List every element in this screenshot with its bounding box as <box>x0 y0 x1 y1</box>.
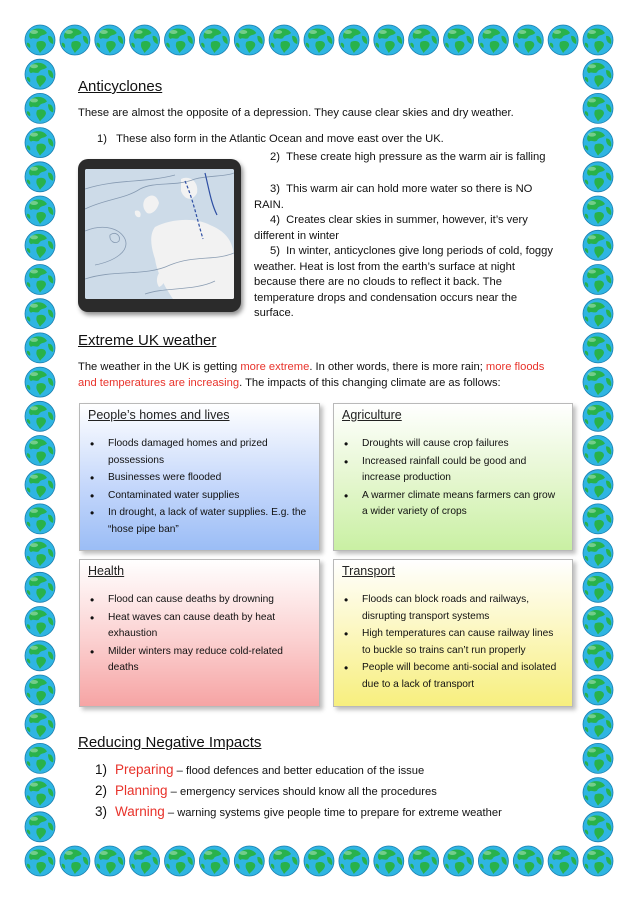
reducing-step-1: 1) Preparing – flood defences and better education of the issue <box>95 762 425 777</box>
reducing-heading: Reducing Negative Impacts <box>78 734 262 751</box>
globe-icon <box>583 367 613 397</box>
globe-icon <box>25 743 55 773</box>
list-item: • Contaminated water supplies <box>88 488 307 505</box>
anticyclone-point-5: 5) In winter, anticyclones give long periods of cold, foggy weather. Heat is lost from the earth’s surface at night because there are no clouds to reflect it back. The temperature drops and condensation occurs near the surface. <box>254 245 553 319</box>
people-homes-box <box>79 403 320 551</box>
reducing-steps-list <box>95 760 502 823</box>
anticyclones-intro: These are almost the opposite of a depression. They cause clear skies and dry weather. <box>78 107 514 119</box>
globe-icon <box>165 846 195 876</box>
globe-icon <box>339 25 369 55</box>
list-item: • Flood can cause deaths by drowning <box>88 592 307 609</box>
globe-icon <box>444 846 474 876</box>
agriculture-title: Agriculture <box>342 408 402 422</box>
globe-icon <box>409 25 439 55</box>
weather-map-image <box>85 169 234 299</box>
globe-icon <box>583 25 613 55</box>
globe-icon <box>25 470 55 500</box>
globe-icon <box>478 846 508 876</box>
globe-icon <box>25 230 55 260</box>
globe-icon <box>583 59 613 89</box>
globe-icon <box>583 572 613 602</box>
globe-icon <box>583 162 613 192</box>
globe-icon <box>25 401 55 431</box>
globe-icon <box>583 128 613 158</box>
agriculture-box <box>333 403 573 551</box>
extreme-intro: The weather in the UK is getting more extreme. In other words, there is more rain; more floods and temperatures are increasing. The impacts of this changing climate are as follows: <box>78 361 545 389</box>
globe-icon <box>25 59 55 89</box>
globe-icon <box>25 162 55 192</box>
globe-icon <box>513 25 543 55</box>
globe-icon <box>95 25 125 55</box>
globe-icon <box>165 25 195 55</box>
globe-icon <box>304 25 334 55</box>
globe-icon <box>25 367 55 397</box>
globe-icon <box>25 709 55 739</box>
globe-icon <box>25 25 55 55</box>
globe-icon <box>513 846 543 876</box>
globe-icon <box>130 25 160 55</box>
health-title: Health <box>88 564 125 578</box>
globe-icon <box>25 504 55 534</box>
globe-icon <box>339 846 369 876</box>
globe-icon <box>548 25 578 55</box>
globe-icon <box>583 538 613 568</box>
globe-icon <box>374 25 404 55</box>
globe-icon <box>583 401 613 431</box>
globe-icon <box>25 265 55 295</box>
globe-icon <box>583 709 613 739</box>
globe-icon <box>25 641 55 671</box>
list-item: • In drought, a lack of water supplies. E.g. the “hose pipe ban” <box>88 505 307 538</box>
globe-icon <box>25 436 55 466</box>
globe-icon <box>199 25 229 55</box>
globe-icon <box>304 846 334 876</box>
globe-icon <box>583 196 613 226</box>
globe-icon <box>583 504 613 534</box>
globe-icon <box>548 846 578 876</box>
globe-icon <box>583 675 613 705</box>
globe-icon <box>583 299 613 329</box>
list-item: • High temperatures can cause railway lines to buckle so trains can’t run properly <box>342 626 560 659</box>
globe-icon <box>25 812 55 842</box>
reducing-step-3: 3) Warning – warning systems give people time to prepare for extreme weather <box>95 804 502 819</box>
people-homes-list <box>88 436 307 539</box>
anticyclone-point-4: 4) Creates clear skies in summer, however, it’s very different in winter <box>254 214 528 242</box>
globe-icon <box>583 470 613 500</box>
agriculture-list <box>342 436 560 522</box>
globe-icon <box>25 572 55 602</box>
list-item: • Floods can block roads and railways, disrupting transport systems <box>342 592 560 625</box>
globe-icon <box>95 846 125 876</box>
globe-icon <box>25 93 55 123</box>
globe-icon <box>60 25 90 55</box>
globe-icon <box>444 25 474 55</box>
transport-box <box>333 559 573 707</box>
anticyclone-point-2: 2) These create high pressure as the warm air is falling <box>270 151 546 163</box>
globe-icon <box>199 846 229 876</box>
list-item: • A warmer climate means farmers can grow a wider variety of crops <box>342 488 560 521</box>
globe-icon <box>583 846 613 876</box>
globe-icon <box>130 846 160 876</box>
globe-icon <box>583 641 613 671</box>
list-item: • Increased rainfall could be good and increase production <box>342 454 560 487</box>
globe-icon <box>25 128 55 158</box>
globe-icon <box>25 196 55 226</box>
globe-icon <box>25 333 55 363</box>
list-item: • Heat waves can cause death by heat exhaustion <box>88 610 307 643</box>
globe-icon <box>583 436 613 466</box>
globe-icon <box>374 846 404 876</box>
globe-icon <box>269 846 299 876</box>
globe-icon <box>583 265 613 295</box>
globe-icon <box>583 743 613 773</box>
list-item: • Droughts will cause crop failures <box>342 436 560 453</box>
weather-map-icon <box>78 159 241 312</box>
list-item: • Floods damaged homes and prized possessions <box>88 436 307 469</box>
globe-icon <box>234 846 264 876</box>
anticyclone-point-1: 1) These also form in the Atlantic Ocean and move east over the UK. <box>97 133 444 145</box>
globe-icon <box>409 846 439 876</box>
globe-icon <box>583 333 613 363</box>
globe-icon <box>583 812 613 842</box>
globe-icon <box>583 93 613 123</box>
globe-icon <box>478 25 508 55</box>
transport-title: Transport <box>342 564 396 578</box>
reducing-step-2: 2) Planning – emergency services should know all the procedures <box>95 783 437 798</box>
list-item: • Businesses were flooded <box>88 470 307 487</box>
globe-icon <box>25 675 55 705</box>
anticyclone-point-3: 3) This warm air can hold more water so there is NO RAIN. <box>254 183 533 211</box>
globe-icon <box>60 846 90 876</box>
globe-icon <box>269 25 299 55</box>
health-list <box>88 592 307 678</box>
globe-icon <box>583 778 613 808</box>
people-homes-title: People’s homes and lives <box>88 408 230 422</box>
globe-icon <box>583 607 613 637</box>
globe-icon <box>25 846 55 876</box>
list-item: • Milder winters may reduce cold-related deaths <box>88 644 307 677</box>
extreme-heading: Extreme UK weather <box>78 332 217 349</box>
transport-list <box>342 592 560 694</box>
list-item: • People will become anti-social and isolated due to a lack of transport <box>342 660 560 693</box>
globe-icon <box>583 230 613 260</box>
globe-icon <box>25 538 55 568</box>
health-box <box>79 559 320 707</box>
globe-icon <box>25 778 55 808</box>
globe-icon <box>234 25 264 55</box>
globe-icon <box>25 299 55 329</box>
globe-icon <box>25 607 55 637</box>
anticyclones-heading: Anticyclones <box>78 78 163 95</box>
